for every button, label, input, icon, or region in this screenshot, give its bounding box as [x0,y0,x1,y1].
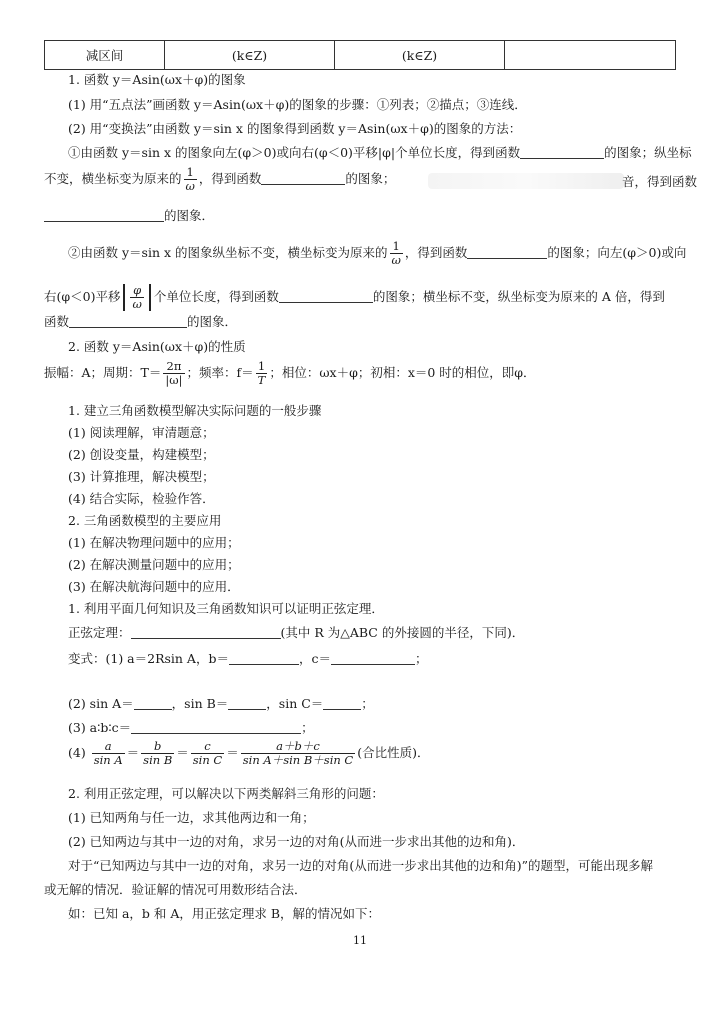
variant-four-line: (4) $\frac{a}{\text{sin A}}$ ＝ $\frac{b}{\text{sin B}}$ ＝ $\frac{c}{\text{sin C}}$ ＝ $\frac{a+b+c}{\text{sin A＋sin B＋sin C}}$ (合比性质)． [68,739,430,767]
list-item: (2) 创设变量，构建模型； [68,447,215,462]
paragraph: 如：已知 a，b 和 A，用正弦定理求 B，解的情况如下： [68,906,381,921]
answer-blank[interactable] [520,147,604,159]
variant-three-line: (3) a∶b∶c＝ ； [68,720,314,735]
answer-blank[interactable] [229,653,299,665]
fraction: $\frac{2\pi}{|\omega|}$ [165,359,183,387]
answer-blank[interactable] [331,653,415,665]
answer-blank[interactable] [261,173,345,185]
fraction: $\frac{1}{\omega}$ [391,239,401,267]
variant-one-line: 变式：(1) a＝2Rsin A，b＝ ，c＝ ； [68,651,428,666]
fraction: $\frac{a+b+c}{\text{sin A＋sin B＋sin C}}$ [242,739,354,767]
answer-blank[interactable] [131,627,281,639]
answer-blank[interactable] [228,698,266,710]
table-row [45,41,676,70]
smudged-text [428,173,624,189]
method-two-line-2: 右(φ＜0)平移 $\frac{\varphi}{\omega}$ 个单位长度，得到函数 的图象；横坐标不变，纵坐标变为原来的 A 倍，得到 [44,283,665,311]
method-one-line-2: 不变，横坐标变为原来的 $\frac{1}{\omega}$ ，得到函数 的图象； [44,165,396,193]
list-item: (2) 在解决测量问题中的应用； [68,557,240,572]
method-two-line-3: 函数 的图象． [44,314,238,329]
answer-blank[interactable] [279,291,373,303]
fraction: $\frac{a}{\text{sin A}}$ [93,739,123,767]
section-heading: 2. 利用正弦定理，可以解决以下两类解斜三角形的问题： [68,786,384,801]
page-number: 11 [353,934,367,947]
law-of-sines-line: 正弦定理： (其中 R 为△ABC 的外接圆的半径，下同)． [68,625,525,640]
list-item: (2) 已知两边与其中一边的对角，求另一边的对角(从而进一步求出其他的边和角)． [68,834,525,849]
variant-two-line: (2) sin A＝ ，sin B＝ ，sin C＝ ； [68,696,374,711]
method-one-line-1: ①由函数 y＝sin x 的图象向左(φ＞0)或向右(φ＜0)平移|φ|个单位长度，得到函数 的图象；纵坐标 [68,145,692,160]
paragraph: 或无解的情况．验证解的情况可用数形结合法． [44,882,307,897]
fraction: $\frac{1}{\omega}$ [185,165,195,193]
answer-blank[interactable] [44,210,164,222]
method-two-line-1: ②由函数 y＝sin x 的图象纵坐标不变，横坐标变为原来的 $\frac{1}{\omega}$ ，得到函数 的图象；向左(φ＞0)或向 [68,239,687,267]
fraction: $\frac{b}{\text{sin B}}$ [143,739,173,767]
absolute-value [123,284,150,311]
paragraph: (1) 用“五点法”画函数 y＝Asin(ωx＋φ)的图象的步骤：①列表；②描点；③连线． [68,97,527,112]
fraction: $\frac{c}{\text{sin C}}$ [192,739,223,767]
row-label: 减区间 [45,41,165,70]
answer-blank[interactable] [69,316,187,328]
paragraph: 对于“已知两边与其中一边的对角，求另一边的对角(从而进一步求出其他的边和角)”的题型，可能出现多解 [68,858,654,873]
list-item: (3) 在解决航海问题中的应用． [68,579,240,594]
section-heading: 2. 三角函数模型的主要应用 [68,513,222,528]
list-item: (1) 在解决物理问题中的应用； [68,535,240,550]
answer-blank[interactable] [467,247,547,259]
list-item: (1) 已知两角与任一边，求其他两边和一角； [68,810,315,825]
section-heading: 1. 利用平面几何知识及三角函数知识可以证明正弦定理． [68,601,384,616]
list-item: (4) 结合实际，检验作答． [68,491,215,506]
paragraph: (2) 用“变换法”由函数 y＝sin x 的图象得到函数 y＝Asin(ωx＋φ)的图象的方法： [68,121,522,136]
list-item: (1) 阅读理解，审清题意； [68,425,215,440]
answer-blank[interactable] [134,698,172,710]
table-cell: (k∈Z) [165,41,335,70]
section-heading: 1. 建立三角函数模型解决实际问题的一般步骤 [68,403,322,418]
properties-line: 振幅：A；周期：T＝ $\frac{2\pi}{|\omega|}$ ；频率：f＝ $\frac{1}{T}$ ；相位：ωx＋φ；初相：x＝0 时的相位，即φ． [44,359,536,387]
table-cell [505,41,676,70]
answer-blank[interactable] [131,722,301,734]
table-cell: (k∈Z) [335,41,505,70]
section-heading: 1. 函数 y＝Asin(ωx＋φ)的图象 [68,72,246,87]
method-one-line-2-end: 音，得到函数 [622,174,698,189]
fraction: $\frac{\varphi}{\omega}$ [132,283,142,311]
section-heading: 2. 函数 y＝Asin(ωx＋φ)的性质 [68,339,246,354]
fraction: $\frac{1}{T}$ [257,359,266,387]
list-item: (3) 计算推理，解决模型； [68,469,215,484]
decreasing-interval-table [44,40,676,70]
method-one-line-3: 的图象． [44,208,214,224]
answer-blank[interactable] [323,698,361,710]
